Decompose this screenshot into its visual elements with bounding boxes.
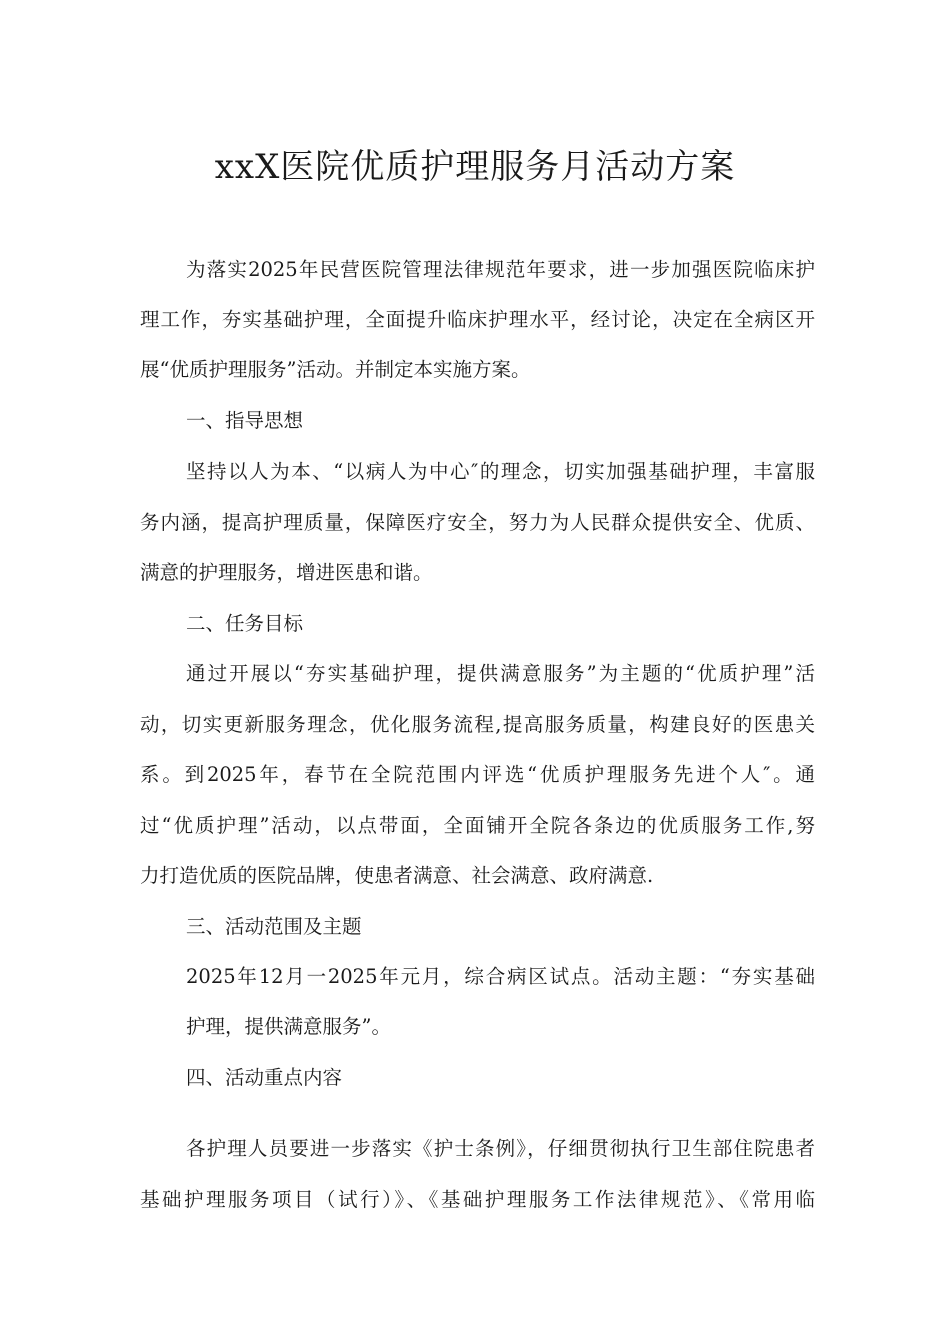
paragraph-line: 通过开展以“夯实基础护理，提供满意服务”为主题的“优质护理”活 [186,662,815,685]
paragraph-line: 坚持以人为本、“以病人为中心″的理念，切实加强基础护理，丰富服 [186,460,815,483]
paragraph-line: 2025年12月一2025年元月，综合病区试点。活动主题：“夯实基础 [186,965,815,988]
section-heading: 四、活动重点内容 [186,1066,343,1089]
paragraph-line: 过“优质护理”活动，以点带面，全面铺开全院各条边的优质服务工作,努 [140,814,815,837]
paragraph-line: 为落实2025年民营医院管理法律规范年要求，进一步加强医院临床护 [186,258,815,281]
paragraph-line: 各护理人员要进一步落实《护士条例》，仔细贯彻执行卫生部住院患者 [186,1137,815,1160]
paragraph-line: 理工作，夯实基础护理，全面提升临床护理水平，经讨论，决定在全病区开 [140,308,815,331]
paragraph-line: 展“优质护理服务”活动。并制定本实施方案。 [140,358,531,381]
paragraph-line: 护理，提供满意服务”。 [186,1015,391,1038]
paragraph-line: 满意的护理服务，增进医患和谐。 [140,561,433,584]
paragraph-line: 动，切实更新服务理念，优化服务流程,提高服务质量，构建良好的医患关 [140,713,815,736]
paragraph-line: 务内涵，提高护理质量，保障医疗安全，努力为人民群众提供安全、优质、 [140,511,815,534]
paragraph-line: 力打造优质的医院品牌，使患者满意、社会满意、政府满意. [140,864,654,887]
section-heading: 二、任务目标 [186,612,304,635]
section-heading: 三、活动范围及主题 [186,915,362,938]
paragraph-line: 系。到2025年，春节在全院范围内评选“优质护理服务先进个人″。通 [140,763,815,786]
document-title: xxX医院优质护理服务月活动方案 [214,147,736,187]
paragraph-line: 基础护理服务项目（试行）》、《基础护理服务工作法律规范》、《常用临 [140,1188,815,1211]
section-heading: 一、指导思想 [186,409,304,432]
